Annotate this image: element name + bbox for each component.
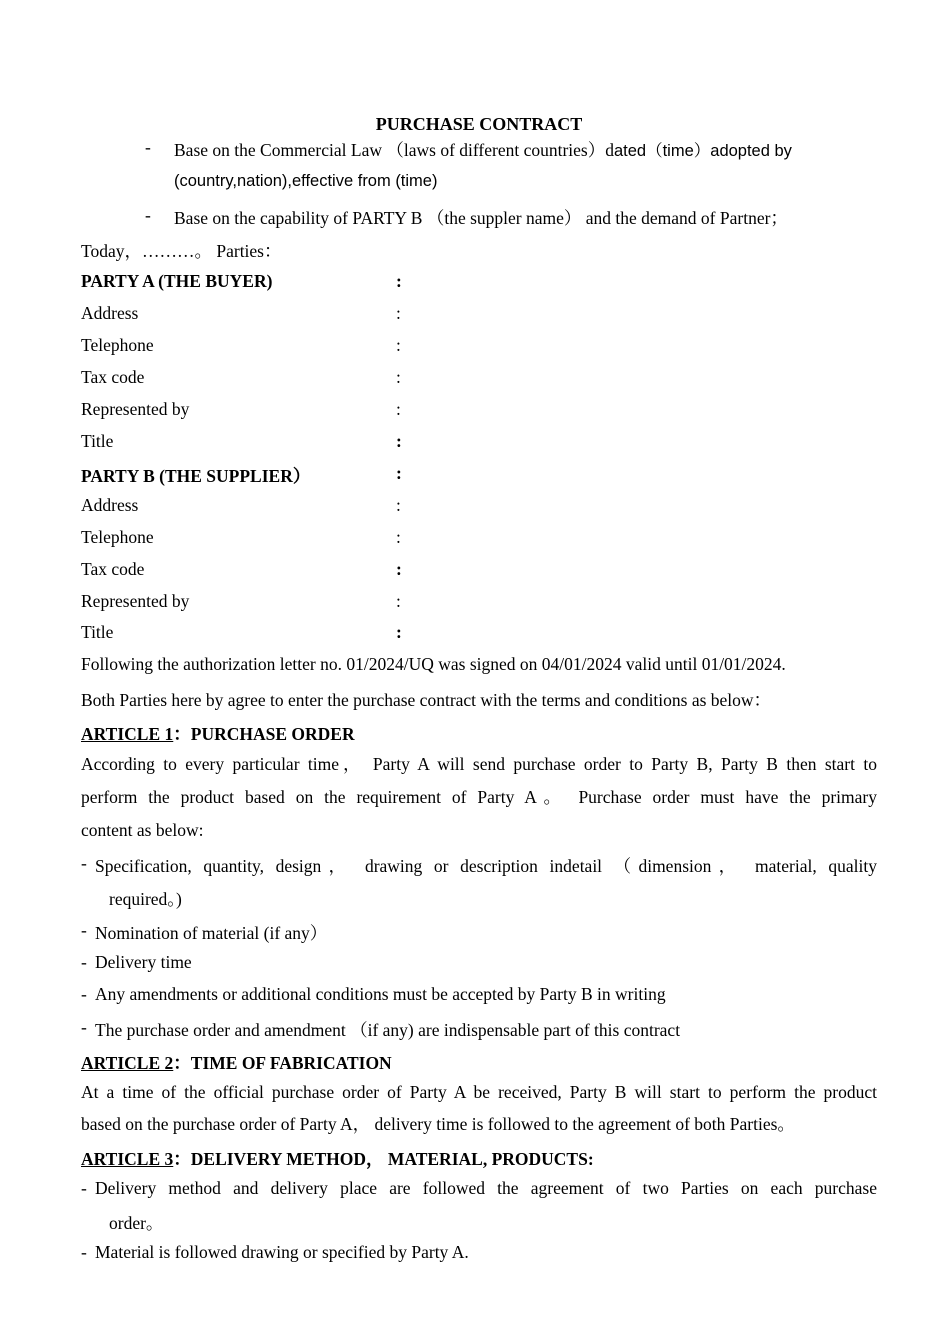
bullet-continuation: required。) (109, 889, 182, 909)
article-1-bullet-delivery-time: Delivery time (95, 952, 192, 972)
party-a-tax-code-label: Tax code (81, 367, 145, 387)
intro-bullet-continuation: (country,nation),effective from (time) (174, 172, 438, 190)
bullet-dash: - (81, 920, 87, 940)
bullet-dash: - (81, 1242, 87, 1262)
paragraph-line: At a time of the official purchase order of Party A be received, Party B will start to perform the product (81, 1082, 877, 1102)
article-1-paragraph (81, 748, 877, 847)
bullet-continuation: order。 (109, 1213, 164, 1233)
article-1-heading (81, 721, 355, 746)
authorization-statement: Following the authorization letter no. 01/2024/UQ was signed on 04/01/2024 valid until 01/01/2024. (81, 654, 786, 674)
bullet-dash: - (81, 1178, 87, 1198)
today-parties-line: Today，………。 Parties： (81, 241, 282, 261)
party-b-represented-by-label: Represented by (81, 591, 190, 611)
paragraph-line: content as below: (81, 820, 204, 840)
document-title: PURCHASE CONTRACT (375, 114, 583, 134)
article-1-bullet-indispensable: The purchase order and amendment （if any) are indispensable part of this contract (95, 1020, 681, 1040)
party-a-represented-by-label: Represented by (81, 399, 190, 419)
article-1-label: ARTICLE 1 (81, 724, 174, 744)
intro-bullet-commercial-law (174, 137, 792, 162)
field-colon: : (396, 591, 401, 611)
field-colon: : (396, 303, 401, 323)
article-1-bullet-material: Nomination of material (if any） (95, 923, 328, 943)
field-colon: : (396, 271, 402, 291)
field-colon: : (396, 367, 401, 387)
intro-bullet-text-serif: Base on the Commercial Law （laws of different countries）d (174, 140, 614, 160)
article-separator: ： (173, 1149, 191, 1169)
article-1-bullet-amendments: Any amendments or additional conditions must be accepted by Party B in writing (95, 984, 666, 1004)
bullet-dash: - (145, 137, 151, 157)
article-separator: ： (173, 724, 191, 744)
party-a-title-label: Title (81, 431, 114, 451)
paragraph-line: According to every particular time， Party A will send purchase order to Party B, Party B then start to (81, 754, 877, 774)
article-3-heading (81, 1146, 594, 1171)
field-colon: : (396, 335, 401, 355)
bullet-line: Delivery method and delivery place are followed the agreement of two Parties on each purchase (95, 1178, 877, 1198)
field-colon: : (396, 431, 402, 451)
party-a-address-label: Address (81, 303, 139, 323)
agreement-statement: Both Parties here by agree to enter the purchase contract with the terms and conditions as below： (81, 690, 772, 710)
party-b-telephone-label: Telephone (81, 527, 154, 547)
field-colon: : (396, 463, 402, 483)
paragraph-line: perform the product based on the requirement of Party A。 Purchase order must have the primary (81, 787, 877, 807)
party-b-title-label: Title (81, 622, 114, 642)
article-2-heading (81, 1050, 392, 1075)
article-1-title: PURCHASE ORDER (190, 724, 355, 744)
bullet-dash: - (81, 853, 87, 873)
bullet-dash: - (81, 984, 87, 1004)
party-a-heading: PARTY A (THE BUYER) (81, 271, 273, 291)
field-colon: : (396, 527, 401, 547)
bullet-dash: - (145, 205, 151, 225)
article-1-bullet-specification (95, 853, 877, 878)
field-colon: : (396, 622, 402, 642)
bullet-line: Specification, quantity, design， drawing or description indetail （dimension， material, quality (95, 856, 877, 876)
bullet-dash: - (81, 1017, 87, 1037)
article-3-bullet-delivery-method (95, 1178, 877, 1199)
intro-bullet-text-sans: ated（time）adopted by (613, 142, 792, 160)
bullet-dash: - (81, 952, 87, 972)
party-a-telephone-label: Telephone (81, 335, 154, 355)
field-colon: : (396, 495, 401, 515)
article-separator: ： (173, 1053, 191, 1073)
party-b-heading: PARTY B (THE SUPPLIER） (81, 466, 311, 486)
party-b-tax-code-label: Tax code (81, 559, 145, 579)
field-colon: : (396, 399, 401, 419)
intro-bullet-capability: Base on the capability of PARTY B （the suppler name） and the demand of Partner； (174, 208, 788, 228)
article-2-label: ARTICLE 2 (81, 1053, 174, 1073)
article-2-paragraph (81, 1076, 877, 1140)
article-3-title: DELIVERY METHOD， MATERIAL, PRODUCTS: (190, 1149, 594, 1169)
field-colon: : (396, 559, 402, 579)
article-2-title: TIME OF FABRICATION (190, 1053, 392, 1073)
paragraph-line: based on the purchase order of Party A， delivery time is followed to the agreement of both Parties。 (81, 1114, 795, 1134)
party-b-address-label: Address (81, 495, 139, 515)
article-3-label: ARTICLE 3 (81, 1149, 174, 1169)
article-3-bullet-material: Material is followed drawing or specified by Party A. (95, 1242, 469, 1262)
